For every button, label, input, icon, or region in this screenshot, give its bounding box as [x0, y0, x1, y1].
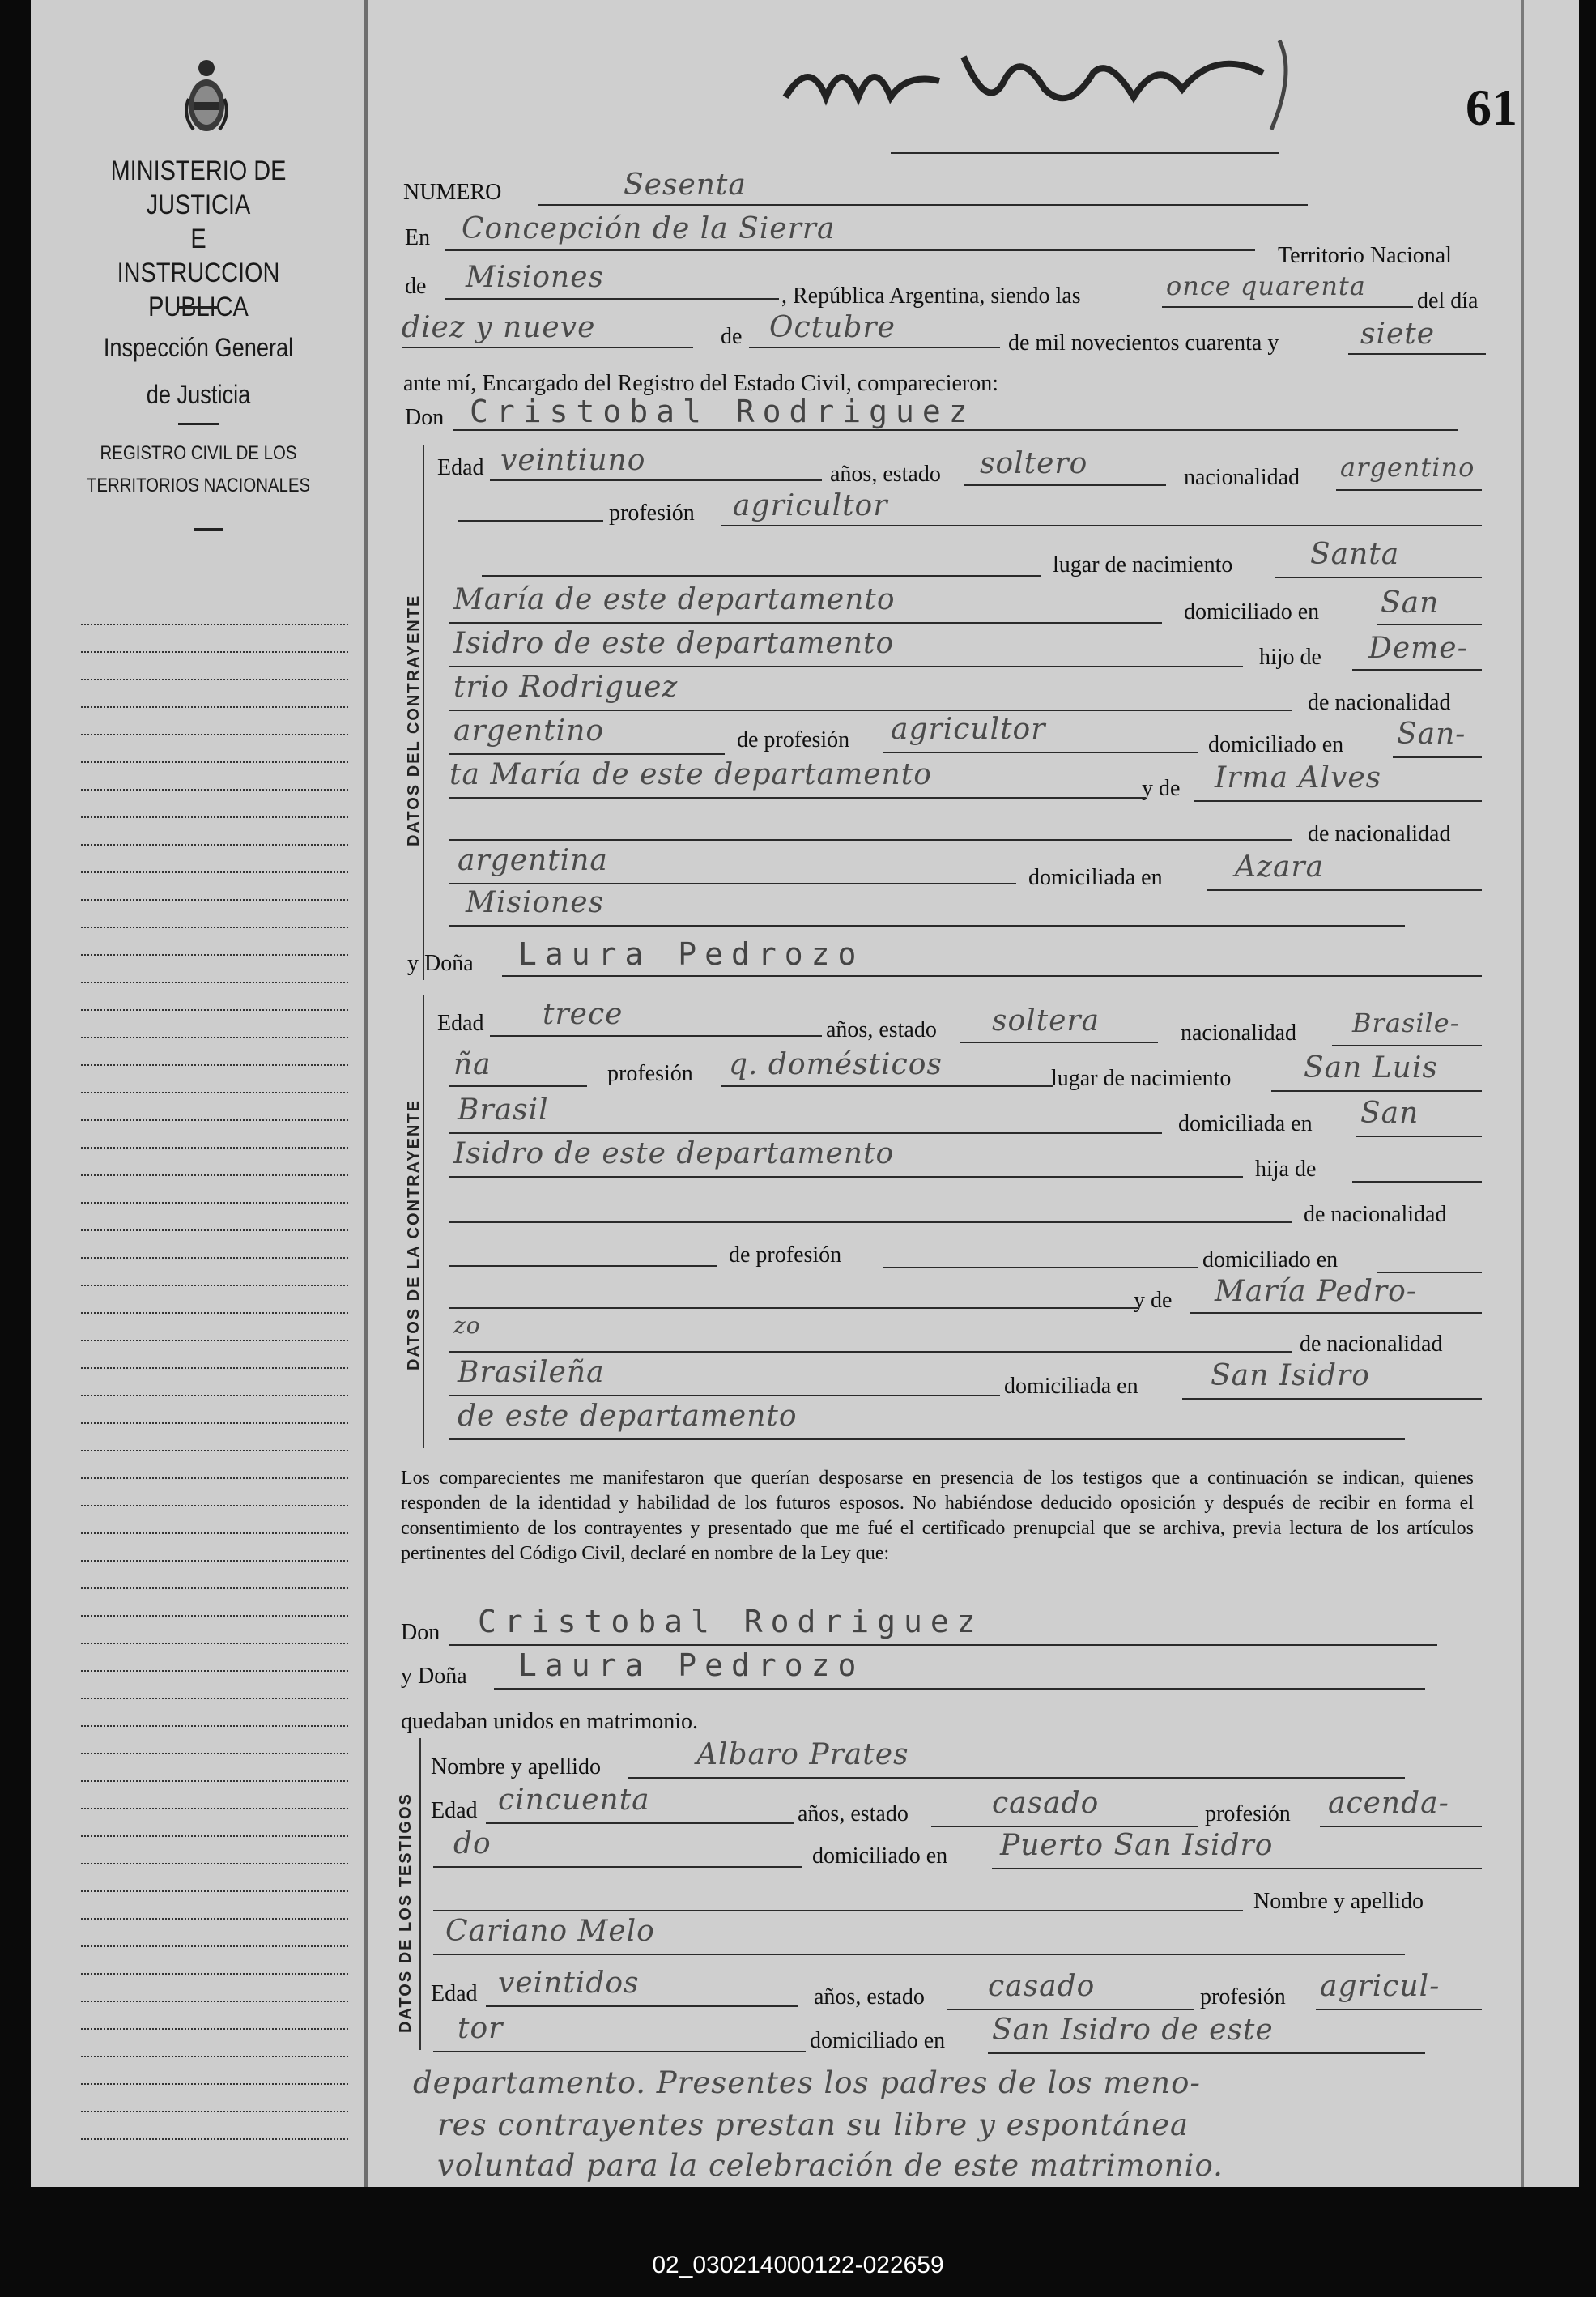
- lugar-nacimiento-label: lugar de nacimiento: [1053, 552, 1233, 577]
- t2-profesion-a: agricul-: [1320, 1970, 1441, 2003]
- nombre-apellido-label: Nombre y apellido: [1253, 1889, 1424, 1914]
- novio-edad: veintiuno: [500, 444, 646, 477]
- registro-line-1: REGISTRO CIVIL DE LOS: [100, 442, 297, 464]
- rule: [449, 1176, 1243, 1178]
- t1-nombre: Albaro Prates: [696, 1738, 909, 1771]
- rule: [433, 1910, 1243, 1911]
- rule: [960, 1042, 1158, 1043]
- en-label: En: [405, 225, 431, 250]
- margin-dotted-line: [81, 1725, 348, 1727]
- novio-name: Cristobal Rodriguez: [470, 394, 976, 429]
- margin-dotted-line: [81, 871, 348, 873]
- margin-dotted-line: [81, 1753, 348, 1754]
- margin-dotted-line: [81, 1973, 348, 1975]
- t1-edad: cincuenta: [498, 1783, 650, 1817]
- hijo-de-label: hijo de: [1259, 645, 1321, 670]
- margin-dotted-line: [81, 2001, 348, 2002]
- novia-nacionalidad-b: ña: [453, 1048, 492, 1081]
- y-dona-final-label: y Doña: [401, 1664, 467, 1689]
- margin-dotted-line: [81, 1009, 348, 1011]
- margin-dotted-line: [81, 899, 348, 901]
- novia-nacimiento-b: Brasil: [458, 1093, 549, 1127]
- rule: [964, 484, 1166, 486]
- margin-dotted-line: [81, 1064, 348, 1066]
- hija-de-label: hija de: [1255, 1157, 1317, 1182]
- rule: [883, 1267, 1198, 1268]
- ante-mi-label: ante mí, Encargado del Registro del Estado Civil, comparecieron:: [403, 371, 999, 396]
- madre2-nacionalidad: Brasileña: [458, 1356, 605, 1389]
- domiciliado-en-label: domiciliado en: [812, 1843, 948, 1869]
- madre2-a: María Pedro-: [1215, 1275, 1417, 1308]
- rule: [931, 1826, 1198, 1827]
- profesion-label: profesión: [607, 1061, 693, 1086]
- rule: [486, 1822, 794, 1824]
- numero-value: Sesenta: [624, 168, 747, 202]
- margin-dotted-line: [81, 1587, 348, 1589]
- right-margin-line: [1521, 0, 1524, 2187]
- padre-a: Deme-: [1368, 632, 1468, 665]
- territorio-value: Misiones: [466, 261, 605, 294]
- margin-dotted-line: [81, 651, 348, 653]
- rule: [449, 753, 725, 755]
- de-nacionalidad-label: de nacionalidad: [1300, 1332, 1443, 1357]
- margin-dotted-line: [81, 2111, 348, 2112]
- rule: [458, 520, 603, 522]
- rule: [1352, 1181, 1482, 1183]
- margin-dotted-line: [81, 1257, 348, 1259]
- padre-b: trio Rodriguez: [453, 671, 679, 704]
- ministry-line-3: INSTRUCCION PUBLICA: [117, 258, 280, 322]
- lugar-nacimiento-label: lugar de nacimiento: [1051, 1066, 1232, 1091]
- margin-dotted-line: [81, 1808, 348, 1809]
- madre2-domicilio-a: San Isidro: [1211, 1359, 1370, 1392]
- rule: [1194, 800, 1482, 802]
- margin-dotted-line: [81, 1285, 348, 1286]
- del-dia-label: del día: [1417, 288, 1479, 313]
- padre-nacionalidad: argentino: [453, 714, 605, 748]
- profesion-label: profesión: [609, 501, 695, 526]
- madre-domicilio-b: Misiones: [466, 886, 605, 919]
- nombre-apellido-label: Nombre y apellido: [431, 1754, 601, 1779]
- rule: [490, 1035, 822, 1037]
- rule: [538, 204, 1308, 206]
- novio-domicilio-a: San: [1381, 586, 1440, 620]
- rule: [445, 249, 1255, 251]
- t2-domicilio: San Isidro de este: [992, 2014, 1274, 2047]
- lugar-value: Concepción de la Sierra: [462, 212, 836, 245]
- rule: [449, 622, 1162, 624]
- margin-dotted-line: [81, 1119, 348, 1121]
- de-profesion-label: de profesión: [729, 1242, 842, 1268]
- rule: [1162, 306, 1413, 308]
- de-nacionalidad-label: de nacionalidad: [1308, 821, 1451, 846]
- margin-dotted-line: [81, 2056, 348, 2057]
- margin-dotted-line: [81, 734, 348, 735]
- margin-dotted-line: [81, 1780, 348, 1782]
- rule: [482, 575, 1041, 577]
- t2-nombre: Cariano Melo: [445, 1915, 655, 1948]
- margin-dotted-line: [81, 1395, 348, 1396]
- y-de-label: y de: [1142, 776, 1181, 801]
- rule: [449, 1132, 1162, 1134]
- margin-dotted-line: [81, 1505, 348, 1506]
- inspeccion-line-2: de Justicia: [146, 380, 251, 409]
- edad-label: Edad: [437, 1011, 484, 1036]
- rule: [1348, 353, 1486, 355]
- note-line-2: res contrayentes prestan su libre y espontánea: [437, 2107, 1190, 2142]
- rule: [1182, 1398, 1482, 1400]
- rule: [721, 1085, 1053, 1087]
- margin-dotted-line: [81, 1229, 348, 1231]
- nacionalidad-label: nacionalidad: [1184, 465, 1300, 490]
- novia-nacimiento-a: San Luis: [1304, 1051, 1438, 1085]
- rule: [453, 429, 1458, 431]
- margin-dotted-line: [81, 1147, 348, 1148]
- padre-profesion: agricultor: [891, 713, 1046, 746]
- note-line-3: voluntad para la celebración de este matrimonio.: [437, 2148, 1224, 2183]
- numero-label: NUMERO: [403, 180, 502, 205]
- de-nacionalidad-label: de nacionalidad: [1304, 1202, 1447, 1227]
- madre2-b: zo: [453, 1312, 481, 1339]
- domiciliado-en-label: domiciliado en: [1184, 599, 1320, 624]
- rule: [1356, 1136, 1482, 1137]
- margin-dotted-line: [81, 1918, 348, 1920]
- rule: [486, 2005, 798, 2007]
- de-label: de: [405, 274, 427, 299]
- de-profesion-label: de profesión: [737, 727, 850, 752]
- rule: [1352, 669, 1482, 671]
- margin-dotted-line: [81, 816, 348, 818]
- folio-number: 61: [1466, 79, 1517, 136]
- y-de-label: y de: [1134, 1288, 1173, 1313]
- national-crest-icon: [182, 50, 231, 139]
- margin-dotted-line: [81, 624, 348, 625]
- hora-value: once quarenta: [1166, 271, 1366, 301]
- rule: [1190, 1312, 1482, 1314]
- anio-value: siete: [1360, 317, 1436, 351]
- rule: [445, 298, 779, 300]
- margin-dotted-line: [81, 1532, 348, 1534]
- margin-dotted-line: [81, 1835, 348, 1837]
- rule: [1316, 2009, 1482, 2010]
- t2-estado: casado: [988, 1970, 1096, 2003]
- rule: [449, 1085, 587, 1087]
- madre-nacionalidad: argentina: [458, 844, 608, 877]
- margin-dotted-line: [81, 954, 348, 956]
- margin-dotted-line: [81, 1670, 348, 1672]
- nacionalidad-label: nacionalidad: [1181, 1021, 1297, 1046]
- divider: [178, 306, 219, 309]
- margin-dotted-line: [81, 1037, 348, 1038]
- margin-dotted-line: [81, 2083, 348, 2085]
- padre-domicilio-b: ta María de este departamento: [449, 758, 932, 791]
- don-final-name: Cristobal Rodriguez: [478, 1604, 984, 1639]
- ministry-line-2: E: [190, 224, 206, 254]
- rule: [1377, 1272, 1482, 1273]
- image-reference: 02_030214000122-022659: [652, 2252, 944, 2278]
- contrayenta-section-label: DATOS DE LA CONTRAYENTE: [405, 1099, 423, 1370]
- rule: [1271, 1090, 1482, 1092]
- anos-estado-label: años, estado: [798, 1801, 909, 1826]
- margin-dotted-line: [81, 1367, 348, 1369]
- left-margin-dotted-lines: [81, 624, 348, 2163]
- t1-profesion-b: do: [453, 1827, 492, 1860]
- rule: [1336, 489, 1482, 491]
- rule: [494, 1688, 1425, 1690]
- domiciliada-en-label: domiciliada en: [1178, 1111, 1313, 1136]
- rule: [721, 525, 1482, 526]
- anos-estado-label: años, estado: [826, 1017, 937, 1042]
- margin-dotted-line: [81, 761, 348, 763]
- t1-domicilio: Puerto San Isidro: [1000, 1829, 1274, 1862]
- novia-estado: soltera: [992, 1004, 1100, 1038]
- rule: [490, 479, 822, 481]
- profesion-label: profesión: [1205, 1801, 1291, 1826]
- novia-domicilio-b: Isidro de este departamento: [453, 1137, 895, 1170]
- margin-dotted-line: [81, 1340, 348, 1341]
- novia-name: Laura Pedrozo: [518, 936, 865, 972]
- margin-dotted-line: [81, 1422, 348, 1424]
- t1-estado: casado: [992, 1787, 1100, 1820]
- rule: [449, 883, 1016, 884]
- margin-dotted-line: [81, 844, 348, 846]
- republica-label: , República Argentina, siendo las: [781, 283, 1081, 309]
- margin-dotted-line: [81, 1560, 348, 1562]
- declaration-paragraph: Los comparecientes me manifestaron que querían desposarse en presencia de los testigos que a continuación se indican, quienes responden de la identidad y habilidad de los futuros esposos. No habiéndose deducido oposición y después de recibir en forma el consentimiento de los contrayentes y presentado que me fué el certificado prenupcial que se archiva, previa lectura de los artículos pertinentes del Código Civil, declaré en nombre de la Ley que:: [401, 1468, 1474, 1564]
- rule: [449, 839, 1292, 841]
- novia-edad: trece: [543, 998, 624, 1031]
- margin-dotted-line: [81, 1312, 348, 1314]
- rule: [433, 2051, 806, 2052]
- anos-estado-label: años, estado: [814, 1984, 925, 2009]
- rule: [433, 1954, 1405, 1955]
- margin-dotted-line: [81, 1945, 348, 1947]
- divider: [178, 423, 219, 425]
- rule: [1332, 1045, 1482, 1046]
- domiciliado-en-label: domiciliado en: [1208, 732, 1344, 757]
- y-dona-label: y Doña: [407, 951, 474, 976]
- rule: [947, 2009, 1194, 2010]
- inspeccion-heading: [64, 324, 333, 418]
- rule: [449, 1395, 1000, 1396]
- rule: [502, 975, 1482, 977]
- scrawl-signature: [777, 24, 1328, 138]
- rule: [449, 797, 1146, 799]
- rule: [449, 1265, 717, 1267]
- domiciliado-en-label: domiciliado en: [1202, 1247, 1339, 1272]
- domiciliada-en-label: domiciliada en: [1028, 865, 1163, 890]
- padre-domicilio-a: San-: [1397, 718, 1466, 751]
- madre2-domicilio-b: de este departamento: [458, 1400, 798, 1433]
- t2-edad: veintidos: [498, 1967, 640, 2000]
- dia-value: diez y nueve: [402, 311, 596, 344]
- edad-label: Edad: [431, 1981, 478, 2006]
- rule: [449, 1351, 1292, 1353]
- registro-heading: [64, 437, 333, 502]
- inspeccion-line-1: Inspección General: [103, 333, 294, 362]
- rule: [449, 925, 1405, 927]
- margin-dotted-line: [81, 2028, 348, 2030]
- margin-dotted-line: [81, 1450, 348, 1451]
- divider: [194, 528, 223, 531]
- madre-a: Irma Alves: [1215, 761, 1382, 795]
- dona-final-name: Laura Pedrozo: [518, 1647, 865, 1683]
- t2-profesion-b: tor: [458, 2012, 504, 2045]
- novia-domicilio-a: San: [1360, 1097, 1419, 1130]
- mes-value: Octubre: [769, 311, 896, 344]
- quedaban-label: quedaban unidos en matrimonio.: [401, 1709, 699, 1734]
- rule: [883, 752, 1198, 753]
- rule: [433, 1866, 802, 1868]
- rule: [988, 2052, 1425, 2054]
- novio-domicilio-b: Isidro de este departamento: [453, 627, 895, 660]
- rule: [1320, 1826, 1482, 1827]
- margin-dotted-line: [81, 1643, 348, 1644]
- note-line-1: departamento. Presentes los padres de los meno-: [413, 2065, 1201, 2100]
- margin-dotted-line: [81, 789, 348, 791]
- margin-dotted-line: [81, 927, 348, 928]
- don-final-label: Don: [401, 1620, 440, 1645]
- rule: [891, 152, 1279, 154]
- de-mes-label: de: [721, 324, 743, 349]
- novio-nacionalidad: argentino: [1340, 452, 1475, 483]
- rule: [449, 666, 1243, 667]
- de-nacionalidad-label: de nacionalidad: [1308, 690, 1451, 715]
- rule: [449, 1307, 1138, 1309]
- t1-profesion-a: acenda-: [1328, 1787, 1449, 1820]
- testigos-bracket: [419, 1738, 421, 2050]
- novia-nacionalidad-a: Brasile-: [1352, 1008, 1460, 1038]
- rule: [449, 1221, 1292, 1223]
- margin-dotted-line: [81, 982, 348, 983]
- margin-dotted-line: [81, 706, 348, 708]
- rule: [449, 1438, 1405, 1440]
- rule: [449, 710, 1292, 711]
- rule: [1393, 756, 1482, 758]
- margin-dotted-line: [81, 1174, 348, 1176]
- margin-dotted-line: [81, 2138, 348, 2140]
- margin-dotted-line: [81, 1698, 348, 1699]
- margin-dotted-line: [81, 679, 348, 680]
- margin-dotted-line: [81, 1092, 348, 1093]
- territorio-label: Territorio Nacional: [1278, 243, 1452, 268]
- margin-dotted-line: [81, 1890, 348, 1892]
- rule: [992, 1868, 1482, 1869]
- profesion-label: profesión: [1200, 1984, 1286, 2009]
- margin-dotted-line: [81, 1202, 348, 1204]
- testigos-section-label: DATOS DE LOS TESTIGOS: [397, 1792, 415, 2033]
- don-label: Don: [405, 405, 445, 430]
- ministry-heading: [64, 154, 333, 324]
- ministry-line-1: MINISTERIO DE JUSTICIA: [110, 156, 287, 220]
- margin-dotted-line: [81, 1477, 348, 1479]
- rule: [1207, 889, 1482, 891]
- domiciliada-en-label: domiciliada en: [1004, 1374, 1138, 1399]
- novia-profesion: q. domésticos: [729, 1048, 943, 1081]
- contrayente-section-label: DATOS DEL CONTRAYENTE: [405, 594, 423, 846]
- margin-dotted-line: [81, 1863, 348, 1864]
- mil-novecientos-label: de mil novecientos cuarenta y: [1008, 330, 1279, 356]
- edad-label: Edad: [437, 455, 484, 480]
- edad-label: Edad: [431, 1798, 478, 1823]
- registro-line-2: TERRITORIOS NACIONALES: [86, 475, 311, 496]
- domiciliado-en-label: domiciliado en: [810, 2028, 946, 2053]
- anos-estado-label: años, estado: [830, 462, 941, 487]
- rule: [749, 347, 1000, 348]
- rule: [628, 1777, 1405, 1779]
- novio-nacimiento-a: Santa: [1310, 538, 1400, 571]
- rule: [1377, 624, 1482, 625]
- margin-dotted-line: [81, 1615, 348, 1617]
- novio-nacimiento-b: María de este departamento: [453, 583, 896, 616]
- novio-estado: soltero: [980, 447, 1088, 480]
- novio-profesion: agricultor: [733, 489, 888, 522]
- madre-domicilio-a: Azara: [1235, 850, 1325, 884]
- annotation-scrawl: [777, 24, 1296, 121]
- rule: [449, 1644, 1437, 1646]
- rule: [1275, 577, 1482, 578]
- rule: [402, 347, 693, 348]
